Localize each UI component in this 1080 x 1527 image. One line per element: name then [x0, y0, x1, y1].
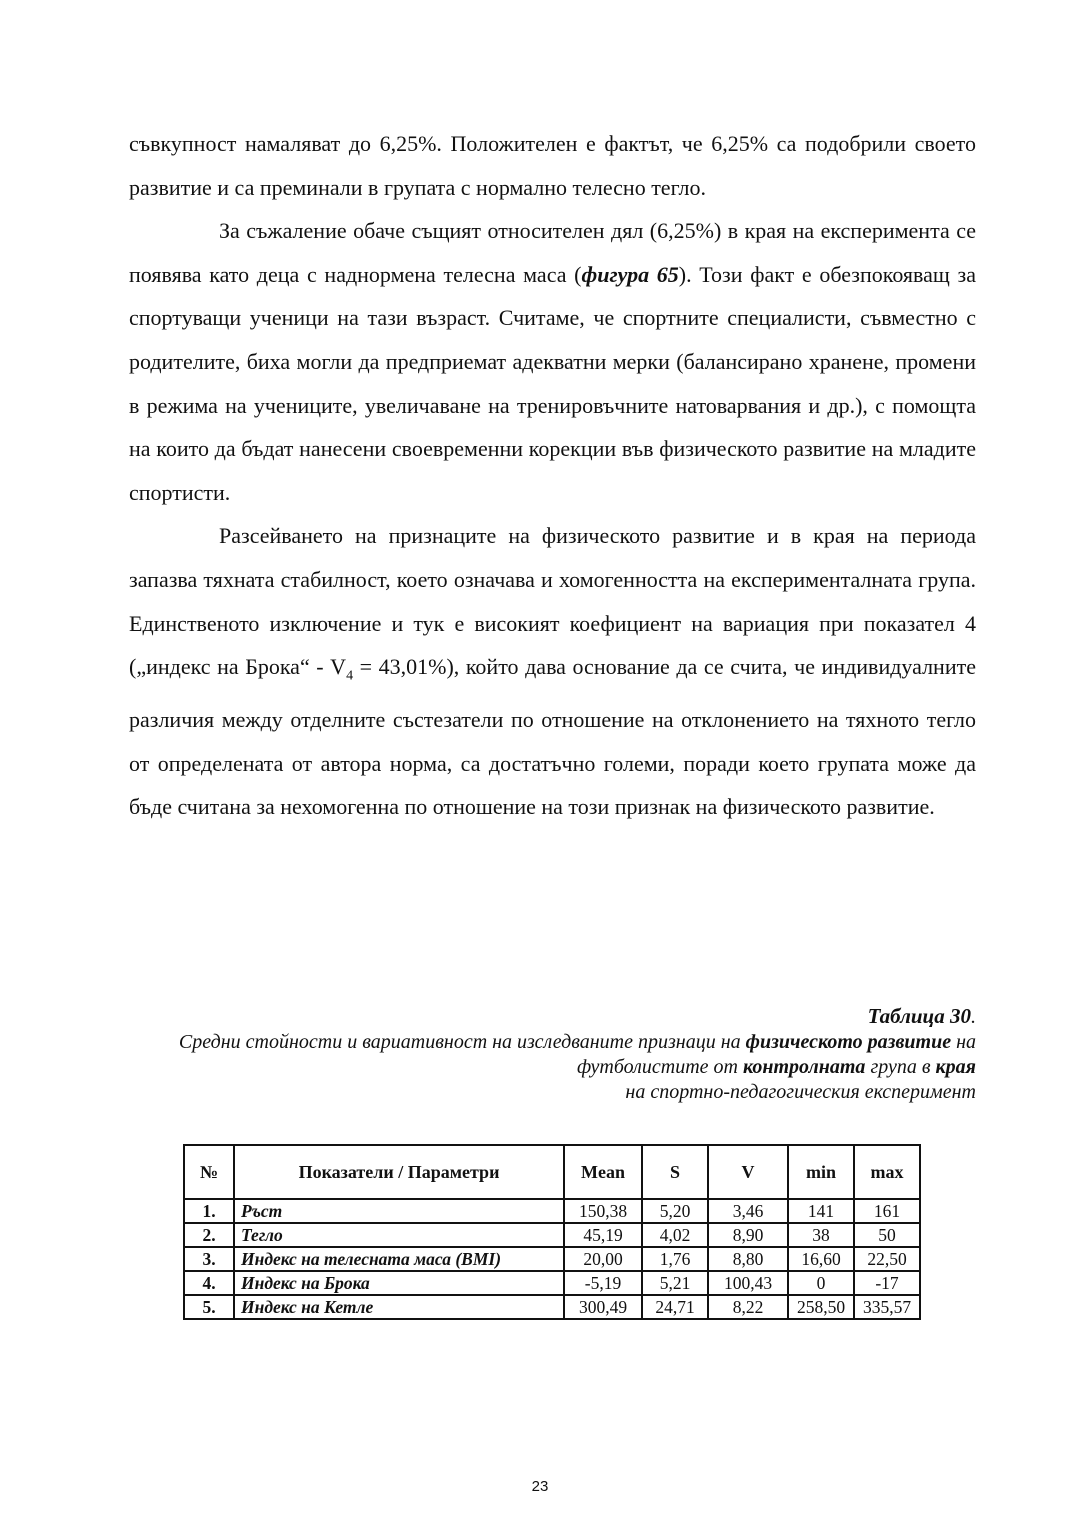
table-caption — [129, 1004, 976, 1105]
row-max: 161 — [854, 1199, 920, 1223]
row-max: -17 — [854, 1271, 920, 1295]
row-indicator: Тегло — [234, 1223, 564, 1247]
header-v: V — [708, 1145, 788, 1199]
row-indicator: Ръст — [234, 1199, 564, 1223]
data-table — [183, 1144, 921, 1320]
table-row — [184, 1271, 920, 1295]
caption-bold-3: края — [935, 1056, 976, 1078]
table-label — [129, 1004, 976, 1030]
row-mean: 45,19 — [564, 1223, 642, 1247]
table-label-period: . — [971, 1006, 976, 1028]
paragraph-2 — [129, 209, 976, 514]
row-v: 100,43 — [708, 1271, 788, 1295]
caption-text-3: група в — [865, 1056, 936, 1078]
row-v: 8,22 — [708, 1295, 788, 1319]
row-s: 5,20 — [642, 1199, 708, 1223]
row-max: 335,57 — [854, 1295, 920, 1319]
header-mean: Mean — [564, 1145, 642, 1199]
row-mean: 300,49 — [564, 1295, 642, 1319]
table-label-text: Таблица 30 — [867, 1004, 971, 1028]
header-s: S — [642, 1145, 708, 1199]
row-number: 1. — [184, 1199, 234, 1223]
caption-text-4: на спортно-педагогическия експеримент — [625, 1081, 976, 1103]
table-header-row — [184, 1145, 920, 1199]
row-mean: -5,19 — [564, 1271, 642, 1295]
row-min: 0 — [788, 1271, 854, 1295]
paragraph-3 — [129, 514, 976, 829]
row-indicator: Индекс на телесната маса (BMI) — [234, 1247, 564, 1271]
caption-text-1: Средни стойности и вариативност на изследваните признаци на — [178, 1031, 746, 1053]
table-caption-text — [129, 1030, 976, 1080]
row-number: 4. — [184, 1271, 234, 1295]
row-max: 50 — [854, 1223, 920, 1247]
row-mean: 20,00 — [564, 1247, 642, 1271]
caption-text-2: на футболистите от — [577, 1031, 976, 1078]
paragraph-1: съвкупност намаляват до 6,25%. Положителен е фактът, че 6,25% са подобрили своето развитие и са преминали в групата с нормално телесно тегло. — [129, 131, 976, 200]
header-min: min — [788, 1145, 854, 1199]
row-number: 2. — [184, 1223, 234, 1247]
paragraph-2-end: ). Този факт е обезпокояващ за спортуващи ученици на тази възраст. Считаме, че спортните специалисти, съвместно с родителите, биха могли да предприемат адекватни мерки (балансирано хранене, промени в режима на учениците, увеличаване на тренировъчните натоварвания и др.), с помощта на които да бъдат нанесени своевременни корекции във физическото развитие на младите спортисти. — [129, 261, 976, 505]
row-v: 8,90 — [708, 1223, 788, 1247]
table-row — [184, 1199, 920, 1223]
row-indicator: Индекс на Брока — [234, 1271, 564, 1295]
table-row — [184, 1223, 920, 1247]
row-s: 24,71 — [642, 1295, 708, 1319]
paragraph-3-start: Разсейването на признаците на физическото развитие и в края на периода запазва тяхната стабилност, което означава и хомогенността на експерименталната група. Единственото изключение и тук е високият коефициент на вариация при показател 4 („индекс на Брока“ - V — [129, 523, 976, 680]
document-body — [129, 122, 976, 829]
caption-bold-2: контролната — [742, 1056, 866, 1078]
paragraph-3-end: = 43,01%), който дава основание да се счита, че индивидуалните различия между отделните състезатели по отношение на отклонението на тяхното тегло от определената от автора норма, са достатъчно големи, поради което групата може да бъде считана за нехомогенна по отношение на този признак на физическото развитие. — [129, 654, 976, 820]
row-min: 16,60 — [788, 1247, 854, 1271]
table-row — [184, 1295, 920, 1319]
table-row — [184, 1247, 920, 1271]
row-min: 38 — [788, 1223, 854, 1247]
row-s: 5,21 — [642, 1271, 708, 1295]
page-number: 23 — [531, 1478, 549, 1495]
row-v: 3,46 — [708, 1199, 788, 1223]
header-max: max — [854, 1145, 920, 1199]
header-number: № — [184, 1145, 234, 1199]
row-v: 8,80 — [708, 1247, 788, 1271]
paragraph-2-start: За съжаление обаче същият относителен дял (6,25%) в края на експеримента се появява като деца с наднормена телесна маса ( — [129, 218, 976, 287]
row-max: 22,50 — [854, 1247, 920, 1271]
figure-reference: фигура 65 — [581, 261, 679, 287]
paragraph-3-subscript: 4 — [346, 668, 354, 684]
row-number: 5. — [184, 1295, 234, 1319]
row-s: 4,02 — [642, 1223, 708, 1247]
row-number: 3. — [184, 1247, 234, 1271]
row-s: 1,76 — [642, 1247, 708, 1271]
row-indicator: Индекс на Кетле — [234, 1295, 564, 1319]
row-min: 258,50 — [788, 1295, 854, 1319]
row-min: 141 — [788, 1199, 854, 1223]
caption-bold-1: физическото развитие — [745, 1031, 952, 1053]
row-mean: 150,38 — [564, 1199, 642, 1223]
header-indicator: Показатели / Параметри — [234, 1145, 564, 1199]
